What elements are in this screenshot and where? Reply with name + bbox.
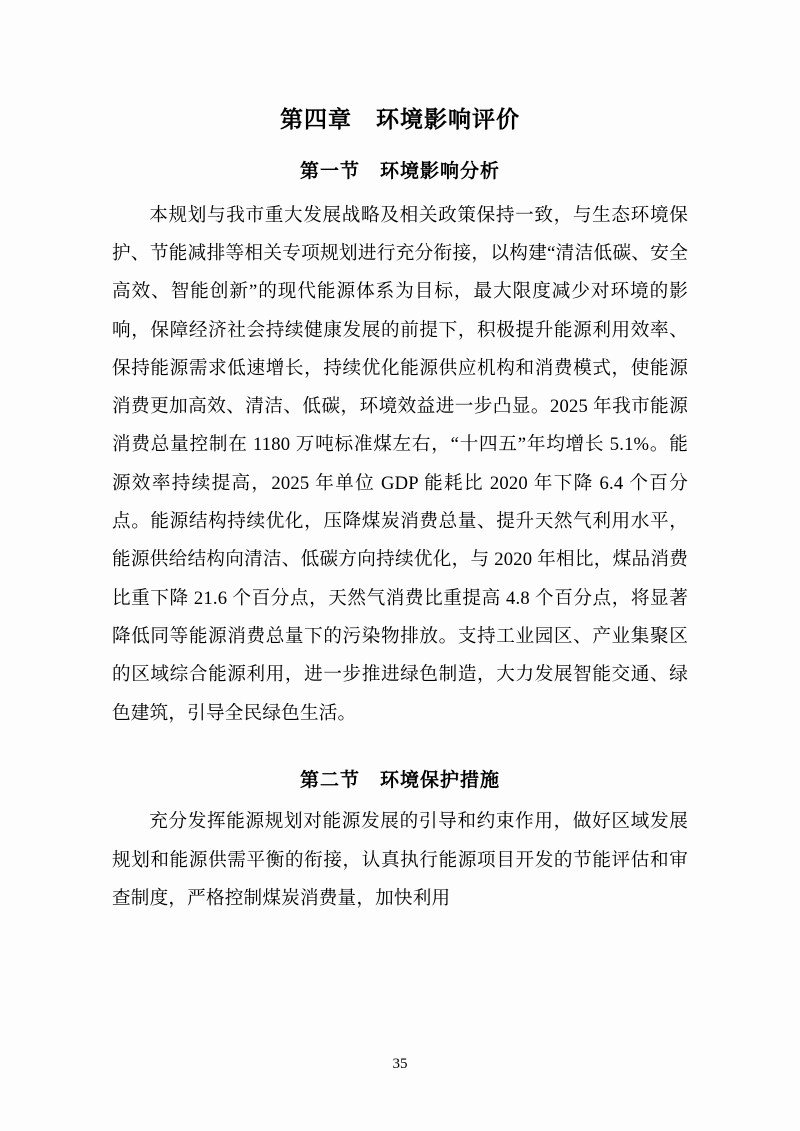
section-title-1: 第一节 环境影响分析 [299, 161, 500, 183]
page-number: 35 [392, 1056, 408, 1072]
section-paragraph-1: 本规划与我市重大发展战略及相关政策保持一致，与生态环境保护、节能减排等相关专项规划进行充分衔接，以构建“清洁低碳、安全高效、智能创新”的现代能源体系为目标，最大限度减少对环境的影响，保障经济社会持续健康发展的前提下，积极提升能源利用效率、保持能源需求低速增长，持续优化能源供应机构和消费模式，使能源消费更加高效、清洁、低碳，环境效益进一步凸显。2025 年我市能源消费总量控制在 1180 万吨标准煤左右，“十四五”年均增长 5.1%。能源效率持续提高，2025 年单位 GDP 能耗比 2020 年下降 6.4 个百分点。能源结构持续优化，压降煤炭消费总量、提升天然气利用水平，能源供给结构向清洁、低碳方向持续优化，与 2020 年相比，煤品消费比重下降 21.6 个百分点，天然气消费比重提高 4.8 个百分点，将显著降低同等能源消费总量下的污染物排放。支持工业园区、产业集聚区的区域综合能源利用，进一步推进绿色制造，大力发展智能交通、绿色建筑，引导全民绿色生活。 [112, 204, 688, 724]
chapter-title: 第四章 环境影响评价 [280, 107, 520, 132]
section-paragraph-2: 充分发挥能源规划对能源发展的引导和约束作用，做好区域发展规划和能源供需平衡的衔接，认真执行能源项目开发的节能评估和审查制度，严格控制煤炭消费量，加快利用 [112, 811, 688, 909]
section-title-2: 第二节 环境保护措施 [299, 769, 500, 791]
